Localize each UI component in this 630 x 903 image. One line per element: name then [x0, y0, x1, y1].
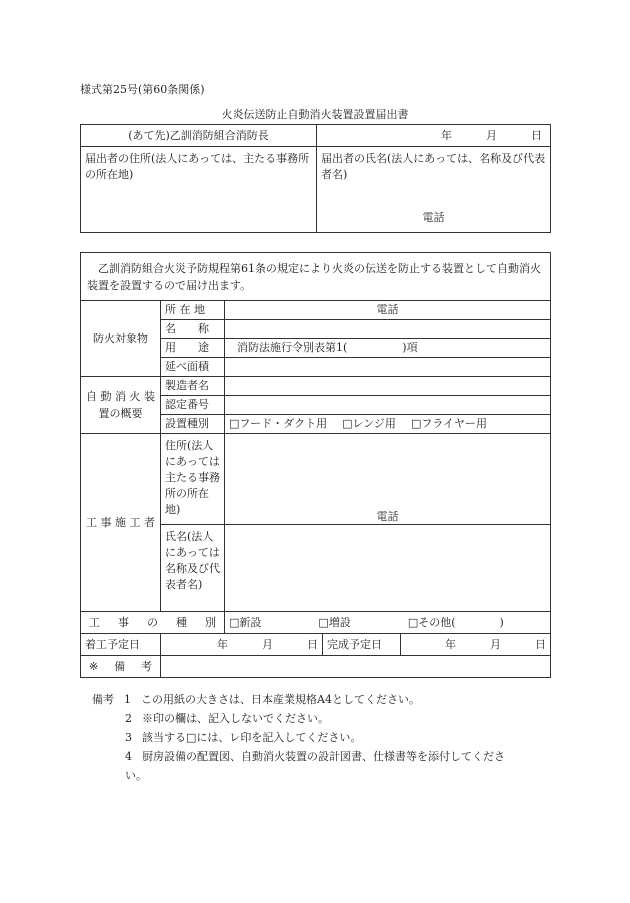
- intro-text: 乙訓消防組合火災予防規程第61条の規定により火炎の伝送を防止する装置として自動消火装置を設置するので届け出ます。: [87, 261, 541, 292]
- device-group-label: 自 動 消 火 装置の概要: [81, 377, 161, 434]
- header-table: [80, 124, 551, 233]
- end-date-label: 完成予定日: [323, 634, 401, 656]
- name-label: 名 称: [161, 320, 225, 339]
- contractor-name-label: 氏名(法人にあっては名称及び代表者名): [161, 525, 225, 612]
- date-cell[interactable]: [317, 125, 551, 147]
- applicant-address-cell[interactable]: [81, 147, 317, 233]
- location-label: 所 在 地: [161, 301, 225, 320]
- applicant-name-cell[interactable]: [317, 147, 551, 233]
- work-type-label: 工 事 の 種 別: [81, 612, 225, 634]
- use-label: 用 途: [161, 339, 225, 358]
- cert-number-label: 認定番号: [161, 396, 225, 415]
- install-type-label: 設置種別: [161, 415, 225, 434]
- contractor-name-field[interactable]: [225, 525, 551, 612]
- checkbox-fryer[interactable]: □ フライヤー用: [411, 417, 487, 430]
- use-value: 消防法施行令別表第1( )項: [237, 341, 418, 354]
- checkbox-extension[interactable]: □ 増設: [318, 616, 350, 629]
- floor-area-field[interactable]: [225, 358, 551, 377]
- location-field[interactable]: [225, 301, 551, 320]
- date-month: 月: [486, 128, 497, 142]
- start-date-field[interactable]: 年 月 日: [161, 634, 323, 656]
- intro-cell: [81, 253, 551, 301]
- addressee-cell: [81, 125, 317, 147]
- remarks-label: ※ 備 考: [81, 656, 161, 678]
- contractor-address-field[interactable]: [225, 434, 551, 525]
- note-2: 2 ※印の欄は、記入しないでください。: [125, 712, 329, 725]
- note-1: 備考 1 この用紙の大きさは、日本産業規格A4としてください。: [92, 693, 420, 706]
- applicant-address-label: 届出者の住所(法人にあっては、主たる事務所の所在地): [85, 152, 310, 181]
- notes-section: [92, 690, 552, 785]
- checkbox-hood-duct[interactable]: □ フード・ダクト用: [229, 417, 327, 430]
- location-phone-label: 電話: [376, 303, 399, 316]
- addressee: (あて先)乙訓消防組合消防長: [128, 128, 269, 142]
- contractor-address-label: 住所(法人にあっては主たる事務所の所在地): [161, 434, 225, 525]
- cert-number-field[interactable]: [225, 396, 551, 415]
- install-type-options: [225, 415, 551, 434]
- checkbox-range[interactable]: □ レンジ用: [342, 417, 396, 430]
- work-type-options: [225, 612, 551, 634]
- fire-target-group-label: 防火対象物: [81, 301, 161, 377]
- notes-heading: 備考: [92, 693, 114, 706]
- applicant-phone-label: 電話: [422, 211, 445, 224]
- remarks-field[interactable]: [161, 656, 551, 678]
- name-field[interactable]: [225, 320, 551, 339]
- note-4-continuation: い。: [125, 769, 147, 782]
- note-4: 4 厨房設備の配置図、自動消火装置の設計図書、仕様書等を添付してくださ: [125, 750, 505, 763]
- contractor-group-label: 工 事 施 工 者: [81, 434, 161, 612]
- document-title: 火炎伝送防止自動消火装置設置届出書: [221, 108, 409, 121]
- contractor-phone-label: 電話: [376, 510, 399, 523]
- manufacturer-field[interactable]: [225, 377, 551, 396]
- manufacturer-label: 製造者名: [161, 377, 225, 396]
- form-number-label: 様式第25号(第60条関係): [80, 83, 205, 96]
- end-date-field[interactable]: 年 月 日: [401, 634, 551, 656]
- checkbox-other[interactable]: □ その他( ): [408, 616, 504, 629]
- use-field[interactable]: [225, 339, 551, 358]
- date-year: 年: [441, 128, 452, 142]
- floor-area-label: 延べ面積: [161, 358, 225, 377]
- date-day: 日: [531, 128, 542, 142]
- applicant-name-label: 届出者の氏名(法人にあっては、名称及び代表者名): [321, 152, 546, 181]
- start-date-label: 着工予定日: [81, 634, 161, 656]
- main-table: [80, 252, 551, 678]
- checkbox-new[interactable]: □ 新設: [229, 616, 261, 629]
- note-3: 3 該当する□には、レ印を記入してください。: [125, 731, 362, 744]
